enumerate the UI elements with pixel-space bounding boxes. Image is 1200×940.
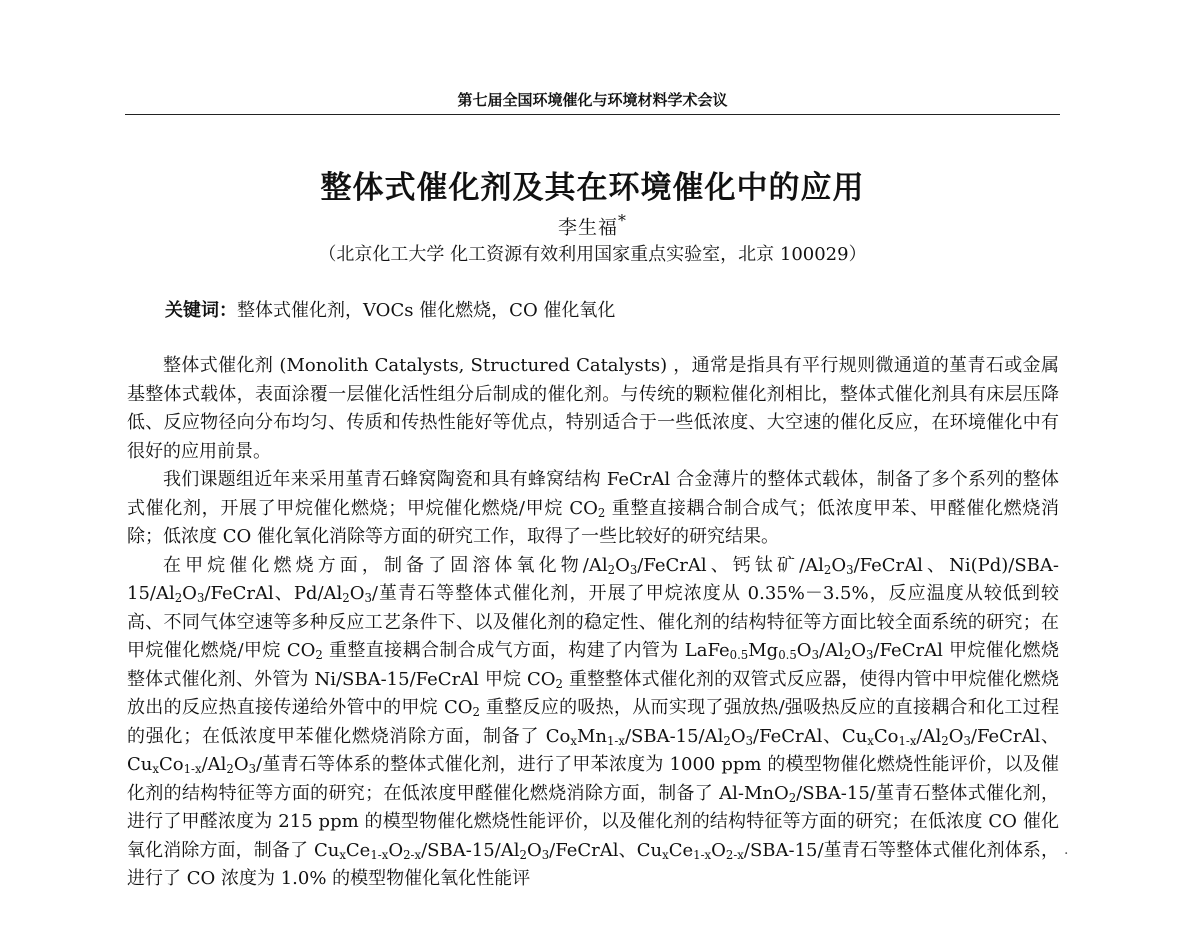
abstract-body (127, 352, 1059, 894)
author-mark: * (618, 211, 627, 230)
margin-mark: · (1064, 846, 1069, 862)
paper-title: 整体式催化剂及其在环境催化中的应用 (320, 170, 865, 206)
affiliation: （北京化工大学 化工资源有效利用国家重点实验室，北京 100029） (318, 244, 867, 265)
keywords (165, 296, 615, 322)
paragraph-3: 在甲烷催化燃烧方面，制备了固溶体氧化物$/Al_2O_3$/FeCrAl、钙钛矿$/Al_2O_3$/FeCrAl、$Ni(Pd)/SBA-15/Al_2O_3$/FeCrAl、$Pd/Al_2O_3/$堇青石等整体式催化剂，开展了甲烷浓度从 0.35%－3.5%，反应温度从较低到较高、不同气体空速等多种反应工艺条件下、以及催化剂的稳定性、催化剂的结构特征等方面比较全面系统的研究；在甲烷催化燃烧/甲烷 $CO_2$ 重整直接耦合制合成气方面，构建了内管为 $LaFe_{0.5}Mg_{0.5}O_3/Al_2O_3$/FeCrAl 甲烷催化燃烧整体式催化剂、外管为 Ni/SBA-15/FeCrAl 甲烷 $CO_2$ 重整整体式催化剂的双管式反应器，使得内管中甲烷催化燃烧放出的反应热直接传递给外管中的甲烷 $CO_2$ 重整反应的吸热，从而实现了强放热/强吸热反应的直接耦合和化工过程的强化；在低浓度甲苯催化燃烧消除方面，制备了 $Co_xMn_{1-x}/SBA-15/Al_2O_3$/FeCrAl、$Cu_xCo_{1-x}/Al_2O_3$/FeCrAl、$Cu_xCo_{1-x}/Al_2O_3/$堇青石等体系的整体式催化剂，进行了甲苯浓度为 1000 ppm 的模型物催化燃烧性能评价，以及催化剂的结构特征等方面的研究；在低浓度甲醛催化燃烧消除方面，制备了 Al-MnO$_2$/SBA-15/堇青石整体式催化剂，进行了甲醛浓度为 215 ppm 的模型物催化燃烧性能评价，以及催化剂的结构特征等方面的研究；在低浓度 CO 催化氧化消除方面，制备了 $Cu_xCe_{1-x}O_{2-x}/SBA-15/Al_2O_3$/FeCrAl、$Cu_xCe_{1-x}O_{2-x}/SBA-15/$堇青石等整体式催化剂体系，进行了 CO 浓度为 1.0% 的模型物催化氧化性能评 (127, 554, 1059, 889)
keywords-label: 关键词： (165, 300, 237, 321)
author-line (0, 211, 1185, 239)
conference-header: 第七届全国环境催化与环境材料学术会议 (125, 88, 1060, 115)
keywords-text: 整体式催化剂，VOCs 催化燃烧，CO 催化氧化 (237, 300, 616, 321)
author-name: 李生福 (558, 216, 619, 239)
paragraph-1: 整体式催化剂 (Monolith Catalysts, Structured Catalysts) ，通常是指具有平行规则微通道的堇青石或金属基整体式载体，表面涂覆一层催化活性组分后制成的催化剂。与传统的颗粒催化剂相比，整体式催化剂具有床层压降低、反应物径向分布均匀、传质和传热性能好等优点，特别适合于一些低浓度、大空速的催化反应，在环境催化中有很好的应用前景。 (127, 355, 1059, 462)
paragraph-2: 我们课题组近年来采用堇青石蜂窝陶瓷和具有蜂窝结构 FeCrAl 合金薄片的整体式载体，制备了多个系列的整体式催化剂，开展了甲烷催化燃烧；甲烷催化燃烧/甲烷 $CO_2$ 重整直接耦合制合成气；低浓度甲苯、甲醛催化燃烧消除；低浓度 CO 催化氧化消除等方面的研究工作，取得了一些比较好的研究结果。 (127, 469, 1059, 547)
